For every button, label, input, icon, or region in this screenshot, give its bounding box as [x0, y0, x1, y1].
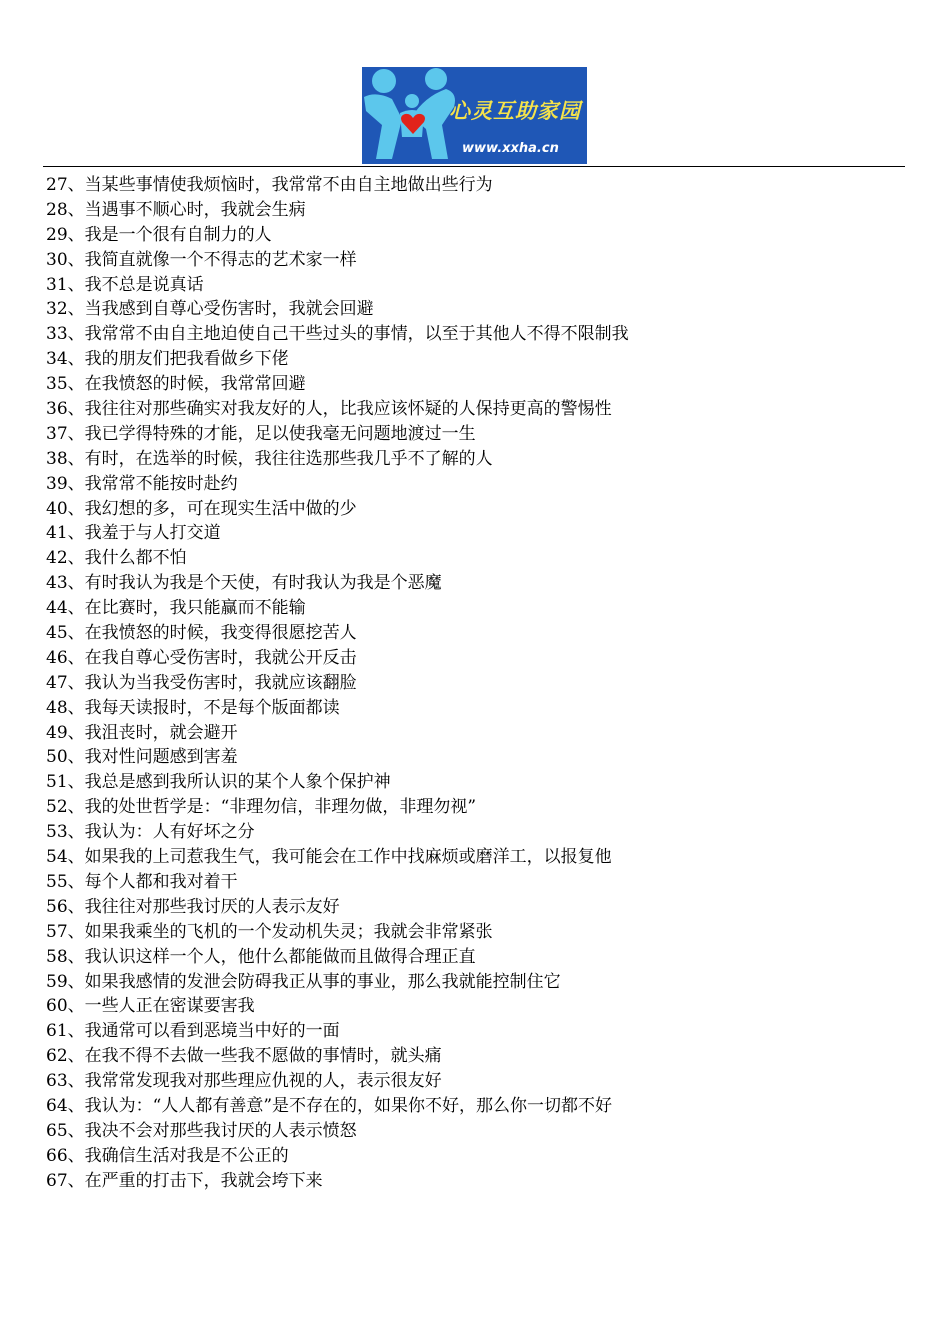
list-item: 58、我认识这样一个人，他什么都能做而且做得合理正直 [46, 946, 476, 967]
list-item: 57、如果我乘坐的飞机的一个发动机失灵；我就会非常紧张 [46, 921, 493, 942]
list-item: 44、在比赛时，我只能赢而不能输 [46, 598, 306, 619]
list-item: 28、当遇事不顺心时，我就会生病 [46, 199, 306, 220]
list-item: 55、每个人都和我对着干 [46, 871, 238, 892]
list-item: 29、我是一个很有自制力的人 [46, 224, 272, 245]
list-item: 53、我认为：人有好坏之分 [46, 822, 255, 843]
list-item: 51、我总是感到我所认识的某个人象个保护神 [46, 772, 391, 793]
logo-url: www.xxha.cn [462, 141, 559, 156]
list-item: 39、我常常不能按时赴约 [46, 473, 238, 494]
heart-icon [400, 113, 426, 135]
site-logo [362, 67, 587, 164]
list-item: 61、我通常可以看到恶境当中好的一面 [46, 1021, 340, 1042]
list-item: 27、当某些事情使我烦恼时，我常常不由自主地做出些行为 [46, 175, 493, 195]
list-item: 56、我往往对那些我讨厌的人表示友好 [46, 896, 340, 917]
list-item: 49、我沮丧时，就会避开 [46, 722, 238, 743]
list-item: 60、一些人正在密谋要害我 [46, 996, 255, 1017]
list-item: 43、有时我认为我是个天使，有时我认为我是个恶魔 [46, 573, 442, 594]
list-item: 59、如果我感情的发泄会防碍我正从事的事业，那么我就能控制住它 [46, 971, 561, 992]
list-item: 50、我对性问题感到害羞 [46, 747, 238, 768]
question-list [46, 173, 629, 1194]
list-item: 41、我羞于与人打交道 [46, 523, 221, 544]
list-item: 47、我认为当我受伤害时，我就应该翻脸 [46, 672, 357, 693]
logo-title: 心灵互助家园 [449, 99, 581, 123]
list-item: 31、我不总是说真话 [46, 274, 204, 295]
list-item: 36、我往往对那些确实对我友好的人，比我应该怀疑的人保持更高的警惕性 [46, 399, 612, 420]
list-item: 48、我每天读报时，不是每个版面都读 [46, 697, 340, 718]
list-item: 46、在我自尊心受伤害时，我就公开反击 [46, 647, 357, 668]
list-item: 42、我什么都不怕 [46, 548, 187, 569]
list-item: 54、如果我的上司惹我生气，我可能会在工作中找麻烦或磨洋工，以报复他 [46, 847, 612, 868]
list-item: 67、在严重的打击下，我就会垮下来 [46, 1170, 323, 1191]
list-item: 66、我确信生活对我是不公正的 [46, 1145, 289, 1166]
list-item: 63、我常常发现我对那些理应仇视的人，表示很友好 [46, 1071, 442, 1092]
list-item: 65、我决不会对那些我讨厌的人表示愤怒 [46, 1120, 357, 1141]
list-item: 32、当我感到自尊心受伤害时，我就会回避 [46, 299, 374, 320]
list-item: 33、我常常不由自主地迫使自己干些过头的事情，以至于其他人不得不限制我 [46, 324, 629, 345]
list-item: 37、我已学得特殊的才能，足以使我毫无问题地渡过一生 [46, 423, 476, 444]
list-item: 34、我的朋友们把我看做乡下佬 [46, 349, 289, 370]
list-item: 52、我的处世哲学是：“非理勿信，非理勿做，非理勿视” [46, 797, 477, 818]
list-item: 45、在我愤怒的时候，我变得很愿挖苦人 [46, 623, 357, 644]
list-item: 30、我简直就像一个不得志的艺术家一样 [46, 249, 357, 270]
header-divider [43, 166, 905, 167]
list-item: 64、我认为：“人人都有善意”是不存在的，如果你不好，那么你一切都不好 [46, 1095, 613, 1116]
list-item: 38、有时，在选举的时候，我往往选那些我几乎不了解的人 [46, 448, 493, 469]
list-item: 40、我幻想的多，可在现实生活中做的少 [46, 498, 357, 519]
list-item: 62、在我不得不去做一些我不愿做的事情时，就头痛 [46, 1046, 442, 1067]
list-item: 35、在我愤怒的时候，我常常回避 [46, 374, 306, 395]
